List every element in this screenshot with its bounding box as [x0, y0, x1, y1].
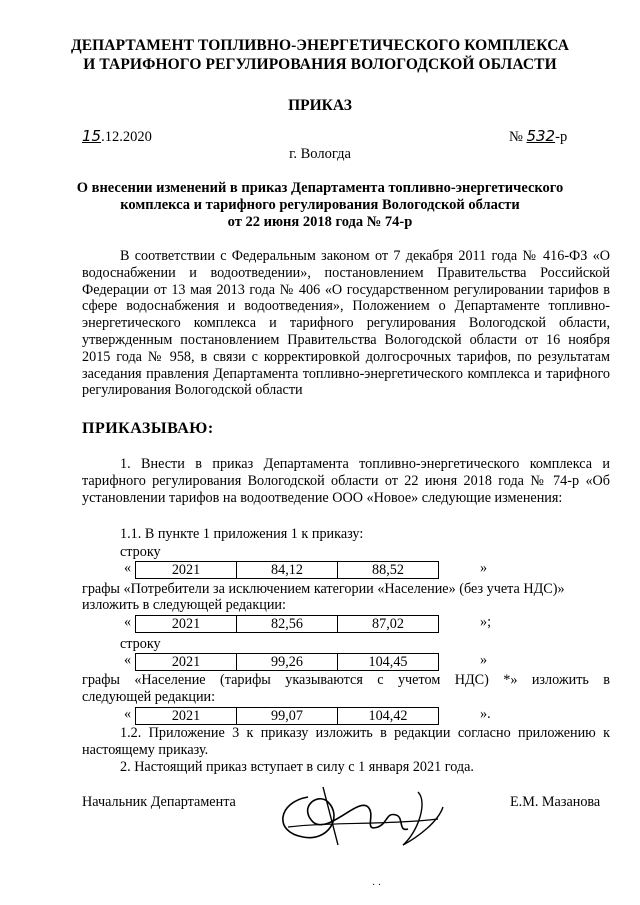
department-header-line1: ДЕПАРТАМЕНТ ТОПЛИВНО-ЭНЕРГЕТИЧЕСКОГО КОМПЛЕКСА [70, 37, 570, 54]
table-cell-year: 2021 [136, 562, 237, 579]
item-1-paragraph: 1. Внести в приказ Департамента топливно-энергетического комплекса и тарифного регулирования Вологодской области от 22 июня 2018 года № 74-р «Об установлении тарифов на водоотведение ООО «Новое» следующие изменения: [82, 456, 610, 506]
signature-image [268, 777, 448, 852]
quote-open-1: « [124, 560, 132, 576]
row-word-1: строку [120, 544, 161, 560]
preamble-paragraph: В соответствии с Федеральным законом от 7 декабря 2011 года № 416-ФЗ «О водоснабжении и водоотведении», постановлением Правительства Российской Федерации от 13 мая 2013 года № 406 «О государственном регулировании тарифов в сфере водоснабжения и водоотведения», Положением о Департаменте топливно-энергетического комплекса и тарифного регулирования Вологодской области, утвержденным постановлением Правительства Вологодской области от 16 ноября 2015 года № 958, в связи с корректировкой долгосрочных тарифов, по результатам заседания правления Департамента топливно-энергетического комплекса и тарифного регулирования Вологодской области [82, 248, 610, 399]
title-line3: от 22 июня 2018 года № 74-р [227, 214, 413, 230]
quote-open-3: « [124, 652, 132, 668]
footer-mark: · · [372, 880, 382, 891]
order-word: ПРИКАЗЫВАЮ: [82, 420, 214, 437]
number-handwritten: 532 [526, 127, 556, 145]
tariff-table-2 [135, 615, 439, 633]
replace-text-1: изложить в следующей редакции: [82, 597, 286, 613]
tariff-table-4 [135, 707, 439, 725]
title-line2: комплекса и тарифного регулирования Вологодской области [120, 197, 520, 213]
table-row [136, 708, 439, 725]
quote-close-1: » [480, 560, 488, 576]
table-cell-year: 2021 [136, 616, 237, 633]
graph-2-line1: графы «Население (тарифы указываются с учетом НДС) *» изложить в [82, 672, 610, 688]
order-number [509, 127, 567, 146]
table-row [136, 616, 439, 633]
quote-close-3: » [480, 652, 488, 668]
quote-open-4: « [124, 706, 132, 722]
signer-name: Е.М. Мазанова [510, 794, 601, 810]
order-date [82, 127, 152, 146]
quote-close-4: ». [480, 706, 491, 722]
item-2: 2. Настоящий приказ вступает в силу с 1 января 2021 года. [120, 759, 474, 775]
doc-type: ПРИКАЗ [288, 97, 352, 114]
table-row [136, 562, 439, 579]
table-cell-value-1: 82,56 [237, 616, 338, 633]
table-cell-year: 2021 [136, 654, 237, 671]
signer-title: Начальник Департамента [82, 794, 236, 810]
date-day-handwritten: 15 [82, 127, 102, 145]
table-cell-value-2: 88,52 [338, 562, 439, 579]
table-cell-value-1: 99,07 [237, 708, 338, 725]
number-sign: № [509, 129, 523, 145]
date-rest: .12.2020 [101, 129, 152, 145]
table-cell-year: 2021 [136, 708, 237, 725]
graph-1-text: графы «Потребители за исключением категории «Население» (без учета НДС)» [82, 581, 565, 597]
department-header-line2: И ТАРИФНОГО РЕГУЛИРОВАНИЯ ВОЛОГОДСКОЙ ОБЛАСТИ [83, 56, 557, 73]
table-cell-value-1: 99,26 [237, 654, 338, 671]
table-row [136, 654, 439, 671]
table-cell-value-1: 84,12 [237, 562, 338, 579]
quote-close-2: »; [480, 614, 492, 630]
graph-2-line2: следующей редакции: [82, 689, 216, 705]
tariff-table-3 [135, 653, 439, 671]
table-cell-value-2: 104,42 [338, 708, 439, 725]
quote-open-2: « [124, 614, 132, 630]
item-1-2-paragraph: 1.2. Приложение 3 к приказу изложить в редакции согласно приложению к настоящему приказу. [82, 725, 610, 758]
number-suffix: -р [555, 129, 568, 145]
table-cell-value-2: 87,02 [338, 616, 439, 633]
item-1-1: 1.1. В пункте 1 приложения 1 к приказу: [120, 526, 364, 542]
city: г. Вологда [289, 146, 351, 162]
table-cell-value-2: 104,45 [338, 654, 439, 671]
title-line1: О внесении изменений в приказ Департамента топливно-энергетического [76, 180, 564, 196]
row-word-2: строку [120, 636, 161, 652]
tariff-table-1 [135, 561, 439, 579]
